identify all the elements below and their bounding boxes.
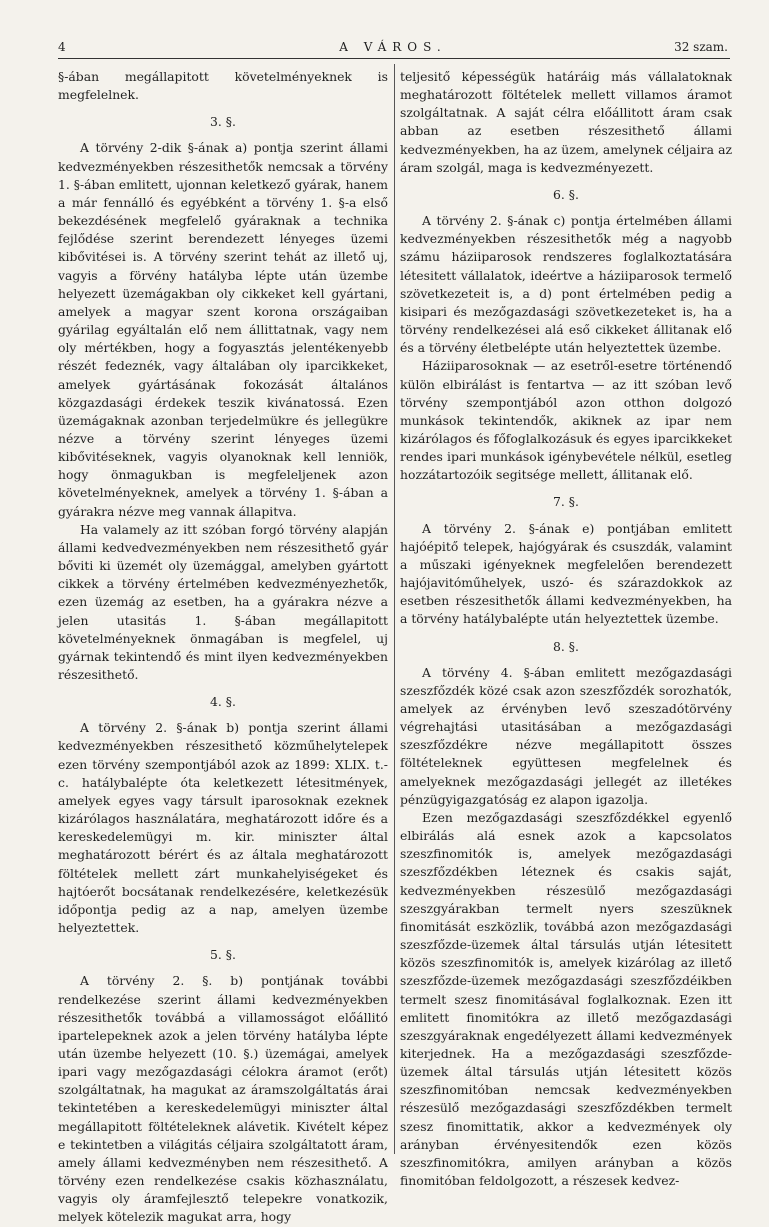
paragraph: Ezen mezőgazdasági szeszfőzdékkel egyenlő elbirálás alá esnek azok a kapcsolatos szeszfinomitók is, amelyek mezőgazdasági szeszfőzdékben léteznek és csakis saját, kedvezményekben részesülő mezőgazdasági szeszgyárakban termelt nyers szeszüknek finomitását eszközlik, továbbá azon mezőgazdasági szeszfőzde-üzemek által társulás utján létesitett közös szeszfinomitók is, amelyek kizárólag az illető szeszfőzde-üzemek mezőgazdasági szeszfőzdéikben termelt szesz finomitásával foglalkoznak. Ezen itt emlitett finomitókra az illető mezőgazdasági szeszgyáraknak engedélyezett állami kedvezmények kiterjednek. Ha a mezőgazdasági szeszfőzde-üzemek által társulás utján létesitett közös szeszfinomitóban nemcsak kedvezményekben részesülő mezőgazdasági szeszfőzdékben termelt szesz finomittatik, akkor a kedvezmények oly arányban érvényesitendők ezen közös szeszfinomitókra, amilyen arányban a közös finomitóban feldolgozott, a részesek kedvez- [400, 809, 732, 1189]
paragraph: A törvény 2-dik §-ának a) pontja szerint állami kedvezményekben részesithetők nemcsak a törvény 1. §-ában emlitett, ujonnan keletkező gyárak, hanem a már fennálló és egyébként a törvény 1. §-a első bekezdésének megfelelő gyáraknak a technika fejlődése szerint berendezett lényeges üzemi kibővitései is. A törvény szerint tehát az illető uj, vagyis a förvény hatályba lépte után üzembe helyezett üzemágakban oly cikkeket kell gyártani, amelyek a magyar szent korona országaiban gyárilag egyáltalán elő nem állittatnak, vagy nem oly mértékben, hogy a fogyasztás jelentékenyebb részét fedeznék, vagy általában oly iparcikkeket, amelyek gyártásának fokozását általános közgazdasági érdekek teszik kivánatossá. Ezen üzemágaknak azonban terjedelmükre és jellegükre nézve a törvény szerint lényeges üzemi kibővitéseknek, vagyis olyanoknak kell lenniök, hogy önmagukban is megfeleljenek azon követelményeknek, amelyek a törvény 1. §-ában a gyárakra nézve meg vannak állapitva. [58, 140, 388, 519]
section-heading: 7. §. [553, 494, 579, 510]
section-heading: 8. §. [553, 638, 579, 654]
paragraph: teljesitő képességük határáig más vállalatoknak meghatározott föltételek mellett villamos áramot szolgáltatnak. A saját célra előállitott áram csak abban az esetben részesithető állami kedvezményekben, ha az üzem, amelynek céljaira az áram szolgál, maga is kedvezményezett. [400, 69, 732, 175]
issue-number: 32 szam. [674, 40, 728, 54]
section-heading: 6. §. [553, 186, 579, 202]
journal-title: A VÁROS. [339, 40, 447, 54]
page-number: 4 [58, 40, 66, 54]
left-column [58, 68, 388, 1227]
paragraph: Háziiparosoknak — az esetről-esetre történendő külön elbirálást is fentartva — az itt szóban levő törvény szempontjából azon otthon dolgozó munkások tekintendők, akiknek az ipar nem kizárólagos és főfoglalkozásuk és egyes iparcikkeket rendes ipari munkások igénybevétele nélkül, esetleg hozzátartozóik segitsége mellett, állitanak elő. [400, 358, 732, 483]
paragraph: Ha valamely az itt szóban forgó törvény alapján állami kedvedvezményekben nem részesithető gyár bőviti ki üzemét oly üzemággal, amelyben gyártott cikkek a törvény értelmében kedvezményezhetők, ezen üzemág az esetben, ha a gyárakra nézve a jelen utasitás 1. §-ában megállapitott követelményeknek önmagában is megfelel, uj gyárnak tekintendő és mint ilyen kedvezményekben részesithető. [58, 521, 388, 682]
paragraph: §-ában megállapitott követelményeknek is megfelelnek. [58, 69, 388, 103]
right-column [400, 68, 732, 1190]
paragraph: A törvény 2. §-ának b) pontja szerint állami kedvezményekben részesithető közműhelytelepek ezen törvény szempontjából azok az 1899: XLIX. t.-c. hatálybalépte óta keletkezett létesitmények, amelyek egyes vagy társult iparosoknak ezeknek kizárólagos használatára, meghatározott időre és a kereskedelemügyi m. kir. miniszter által meghatározott bérért és az általa meghatározott föltételek mellett zárt munkahelyiségeket és hajtóerőt bocsátanak rendelkezésére, keletkezésük időpontja pedig az a nap, amelyen üzembe helyeztettek. [58, 720, 388, 936]
paragraph: A törvény 2. §. b) pontjának további rendelkezése szerint állami kedvezményekben részesithetők továbbá a villamosságot előállitó ipartelepeknek azok a jelen törvény hatályba lépte után üzembe helyezett (10. §.) üzemágai, amelyek ipari vagy mezőgazdasági célokra áramot (erőt) szolgáltatnak, ha magukat az áramszolgáltatás árai tekintetében a kereskedelemügyi miniszter által megállapitott föltételeknek alávetik. Kivételt képez e tekintetben a világitás céljaira szolgáltatott áram, amely állami kedvezményben nem részesithető. A törvény ezen rendelkezése csakis közhasználatu, vagyis oly áramfejlesztő telepekre vonatkozik, melyek kötelezik magukat arra, hogy [58, 973, 388, 1225]
section-heading: 3. §. [210, 114, 236, 130]
page-header [58, 40, 728, 60]
section-heading: 4. §. [210, 694, 236, 710]
section-heading: 5. §. [210, 947, 236, 963]
header-rule [58, 58, 730, 59]
paragraph: A törvény 2. §-ának c) pontja értelmében állami kedvezményekben részesithetők még a nagyobb számu háziiparosok rendszeres foglalkoztatására létesitett vállalatok, ideértve a háziiparosok termelő szövetkezeteit is, a d) pont értelmében pedig a kisipari és mezőgazdasági szövetkezeteket is, ha a törvény rendelkezései alá eső cikkeket állitanak elő és a törvény életbelépte után helyeztettek üzembe. [400, 213, 732, 356]
paragraph: A törvény 2. §-ának e) pontjában emlitett hajóépitő telepek, hajógyárak és csuszdák, valamint a műszaki igényeknek megfelelően berendezett hajójavitóműhelyek, uszó- és szárazdokkok az esetben részesithetők állami kedvezményekben, ha a törvény hatálybalépte után helyeztettek üzembe. [400, 520, 732, 627]
paragraph: A törvény 4. §-ában emlitett mezőgazdasági szeszfőzdék közé csak azon szeszfőzdék sorozhatók, amelyek az érvényben levő szeszadótörvény végrehajtási utasitásában a mezőgazdasági szeszfőzdékre nézve megállapitott összes föltételeknek együttesen megfelelnek és amelyeknek mezőgazdasági jellegét az illetékes pénzügyigazgatóság ez alapon igazolja. [400, 664, 732, 807]
column-divider [394, 64, 395, 1154]
